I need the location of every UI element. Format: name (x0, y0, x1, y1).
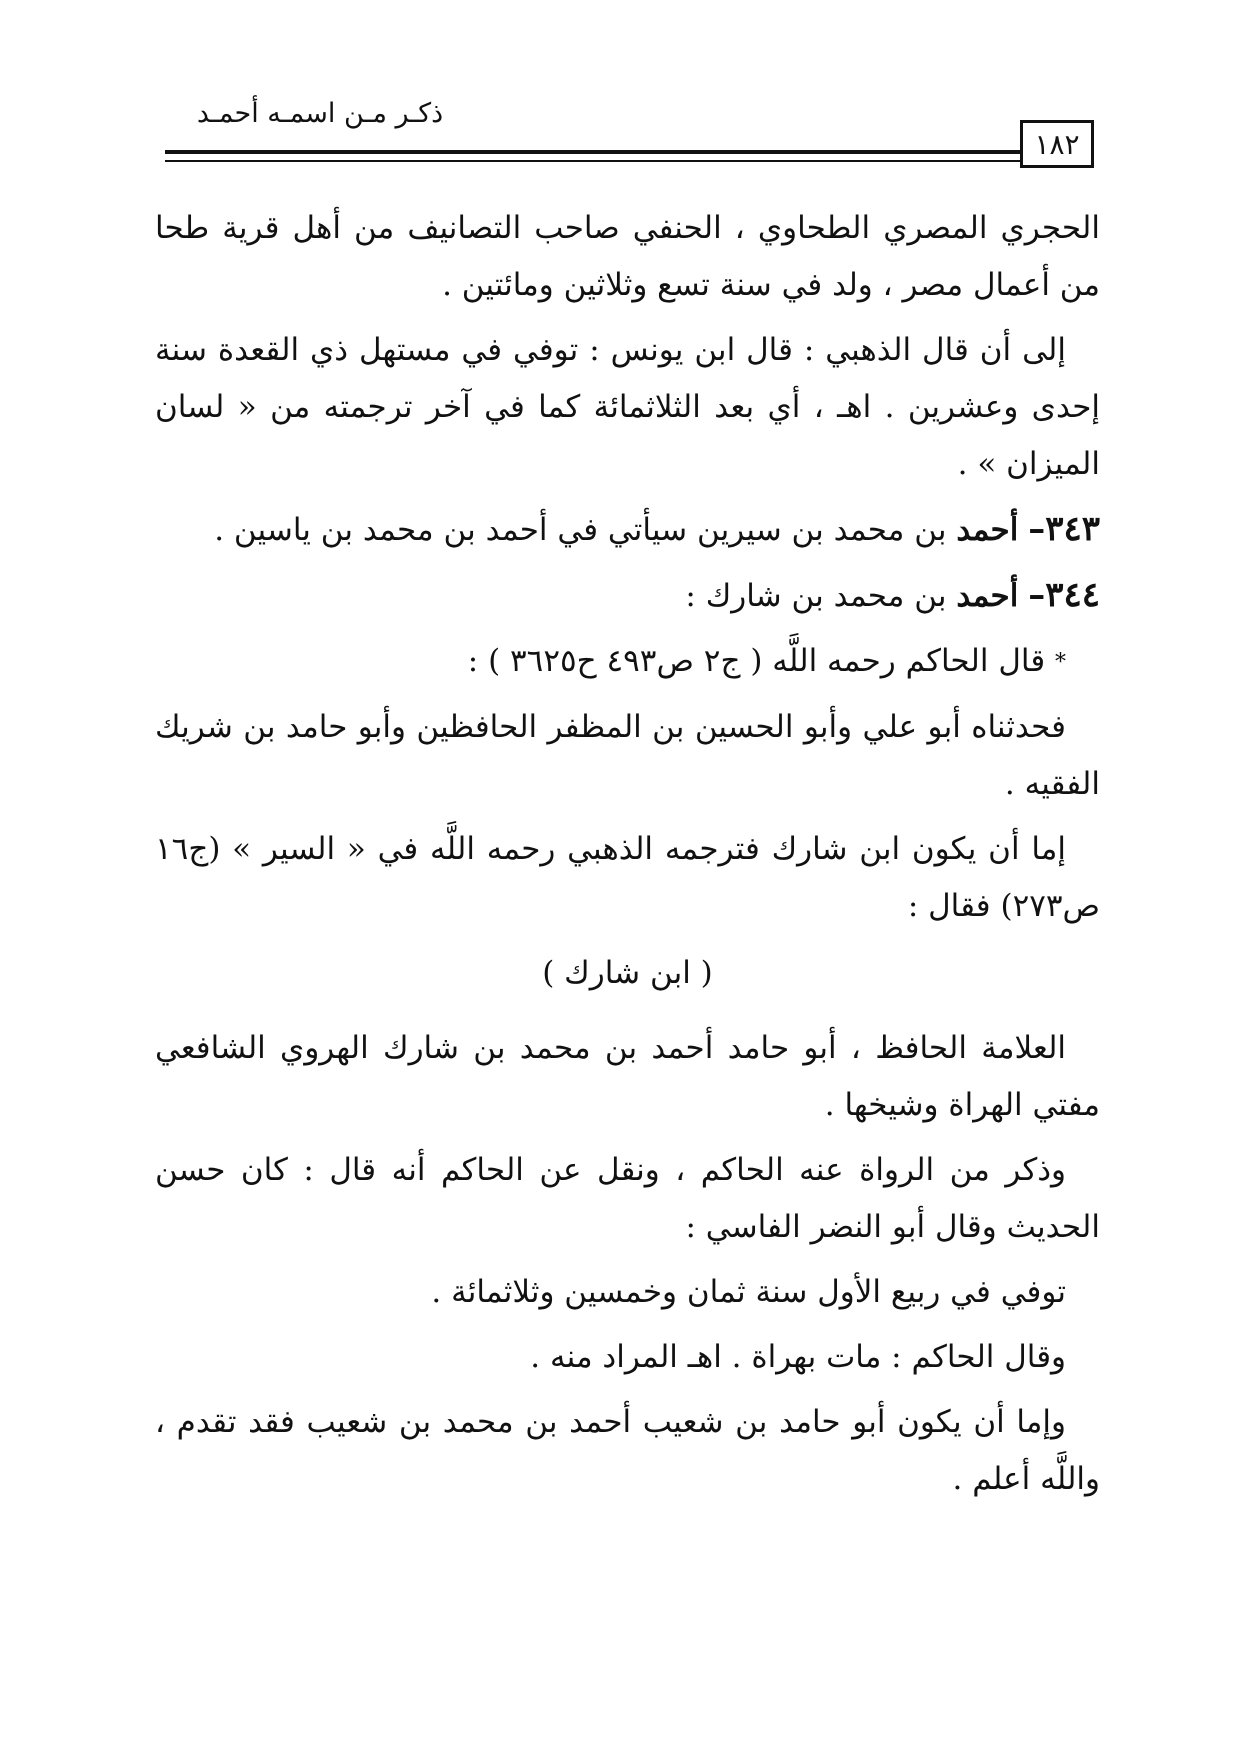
header-rule-thin (165, 160, 1020, 162)
paragraph-tuwuffi: توفي في ربيع الأول سنة ثمان وخمسين وثلاثمائة . (431, 1274, 1066, 1310)
entry-number: ٣٤٣– (1028, 509, 1100, 549)
entry-343 (155, 501, 1100, 559)
paragraph-imma-first: إما أن يكون ابن شارك فترجمه الذهبي رحمه اللَّه في « السير » (ج١٦ ص٢٧٣) فقال : (155, 831, 1100, 924)
paragraph-imma-second: وإما أن يكون أبو حامد بن شعيب أحمد بن محمد بن شعيب فقد تقدم ، واللَّه أعلم . (155, 1404, 1100, 1497)
paragraph-dhahabi-quote: إلى أن قال الذهبي : قال ابن يونس : توفي في مستهل ذي القعدة سنة إحدى وعشرين . اهـ ، أي بعد الثلاثمائة كما في آخر ترجمته من « لسان الميزان » . (155, 332, 1100, 482)
paragraph-dhakara: وذكر من الرواة عنه الحاكم ، ونقل عن الحاكم أنه قال : كان حسن الحديث وقال أبو النضر الفاسي : (155, 1152, 1100, 1245)
subheading-ibn-sharik: ( ابن شارك ) (542, 955, 713, 991)
paragraph-continuation: الحجري المصري الطحاوي ، الحنفي صاحب التصانيف من أهل قرية طحا من أعمال مصر ، ولد في سنة تسع وثلاثين ومائتين . (155, 210, 1100, 303)
entry-number: ٣٤٤– (1028, 575, 1100, 615)
page-number: ١٨٢ (1020, 120, 1094, 168)
header-rule-thick (165, 150, 1020, 154)
paragraph-wa-qal: وقال الحاكم : مات بهراة . اهـ المراد منه . (530, 1339, 1066, 1375)
entry-344 (155, 567, 1100, 625)
entry-text: بن محمد بن شارك : (685, 578, 947, 614)
paragraph-hakim-citation (155, 633, 1100, 691)
paragraph-allama: العلامة الحافظ ، أبو حامد أحمد بن محمد بن شارك الهروي الشافعي مفتي الهراة وشيخها . (155, 1030, 1100, 1123)
page-body (155, 200, 1100, 1516)
entry-text: بن محمد بن سيرين سيأتي في أحمد بن محمد بن ياسين . (214, 512, 947, 548)
star-icon: * (1055, 650, 1066, 675)
running-title: ذكـر مـن اسمـه أحمـد (196, 98, 444, 129)
entry-name: أحمد (956, 512, 1019, 548)
paragraph-haddathana: فحدثناه أبو علي وأبو الحسين بن المظفر الحافظين وأبو حامد بن شريك الفقيه . (155, 709, 1100, 802)
entry-name: أحمد (956, 578, 1019, 614)
hakim-citation-text: قال الحاكم رحمه اللَّه ( ج٢ ص٤٩٣ ح٣٦٢٥ ) : (467, 643, 1046, 679)
